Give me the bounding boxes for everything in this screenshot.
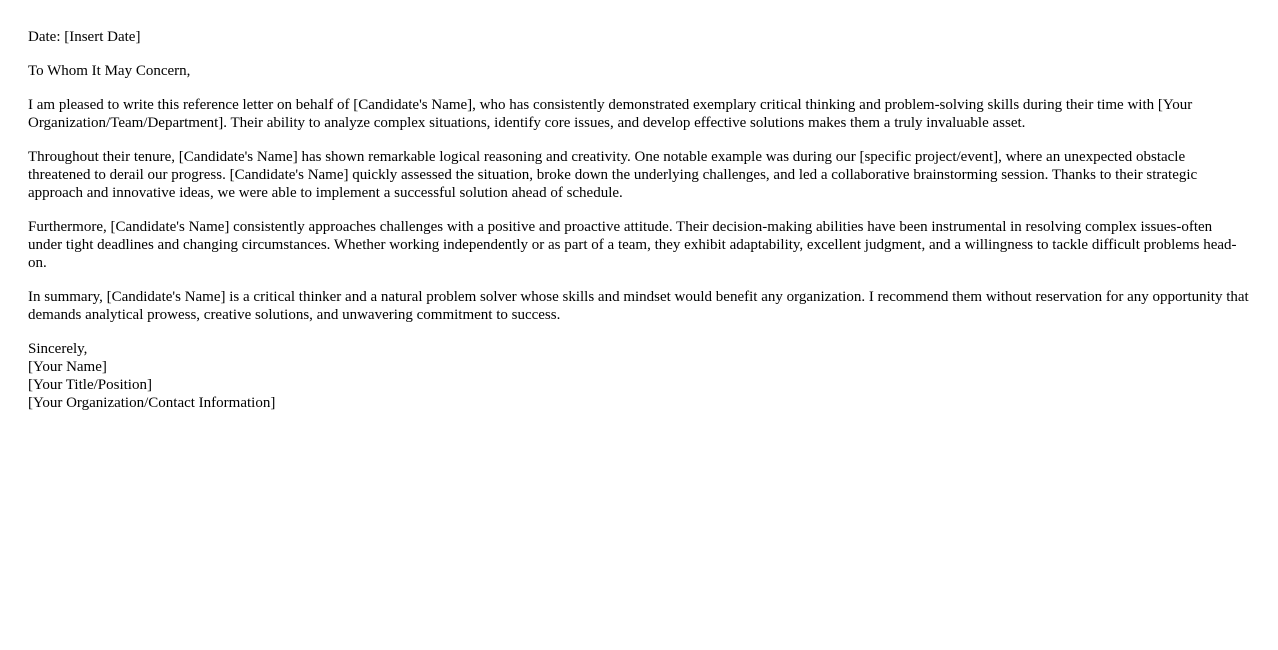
reference-letter xyxy=(28,28,1250,428)
signer-organization: [Your Organization/Contact Information] xyxy=(28,395,276,411)
body-paragraph-1: I am pleased to write this reference letter on behalf of [Candidate's Name], who has consistently demonstrated exemplary critical thinking and problem-solving skills during their time with [Your Organization/Team/Department]. Their ability to analyze complex situations, identify core issues, and develop effective solutions makes them a truly invaluable asset. xyxy=(28,97,1193,131)
body-paragraph-4: In summary, [Candidate's Name] is a critical thinker and a natural problem solver whose skills and mindset would benefit any organization. I recommend them without reservation for any opportunity that demands analytical prowess, creative solutions, and unwavering commitment to success. xyxy=(28,289,1249,323)
signature-block xyxy=(28,340,1250,412)
date-line: Date: [Insert Date] xyxy=(28,29,141,45)
signer-title: [Your Title/Position] xyxy=(28,377,152,393)
body-paragraph-2: Throughout their tenure, [Candidate's Name] has shown remarkable logical reasoning and creativity. One notable example was during our [specific project/event], where an unexpected obstacle threatened to derail our progress. [Candidate's Name] quickly assessed the situation, broke down the underlying challenges, and led a collaborative brainstorming session. Thanks to their strategic approach and innovative ideas, we were able to implement a successful solution ahead of schedule. xyxy=(28,149,1198,201)
closing: Sincerely, xyxy=(28,341,88,357)
body-paragraph-3: Furthermore, [Candidate's Name] consistently approaches challenges with a positive and proactive attitude. Their decision-making abilities have been instrumental in resolving complex issues-often under tight deadlines and changing circumstances. Whether working independently or as part of a team, they exhibit adaptability, excellent judgment, and a willingness to tackle difficult problems head-on. xyxy=(28,219,1237,271)
salutation: To Whom It May Concern, xyxy=(28,63,191,79)
signer-name: [Your Name] xyxy=(28,359,107,375)
